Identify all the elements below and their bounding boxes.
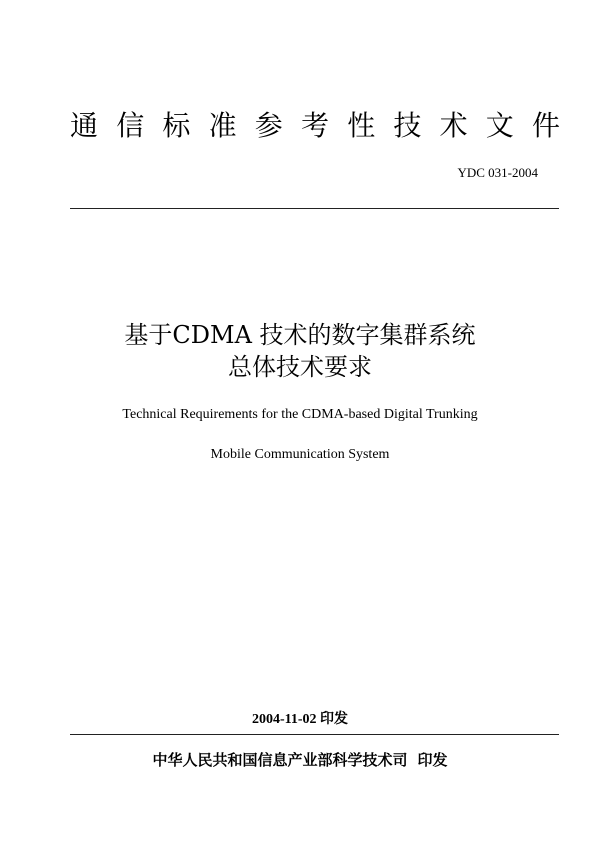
issue-date: 2004-11-02 印发 <box>251 712 349 727</box>
document-type-title: 通信标准参考性技术文件 <box>70 109 560 142</box>
english-title-line-1: Technical Requirements for the CDMA-based Digital Trunking <box>122 407 478 422</box>
publisher-suffix: 印发 <box>417 751 448 769</box>
bottom-divider <box>70 734 559 735</box>
chinese-title-line-2: 总体技术要求 <box>228 353 372 381</box>
standard-number: YDC 031-2004 <box>457 165 538 180</box>
english-title-line-2: Mobile Communication System <box>210 447 390 462</box>
publisher-name: 中华人民共和国信息产业部科学技术司 <box>152 751 408 769</box>
publisher-line <box>0 750 600 770</box>
top-divider <box>70 208 559 209</box>
chinese-title-line-1: 基于CDMA 技术的数字集群系统 <box>124 321 476 349</box>
